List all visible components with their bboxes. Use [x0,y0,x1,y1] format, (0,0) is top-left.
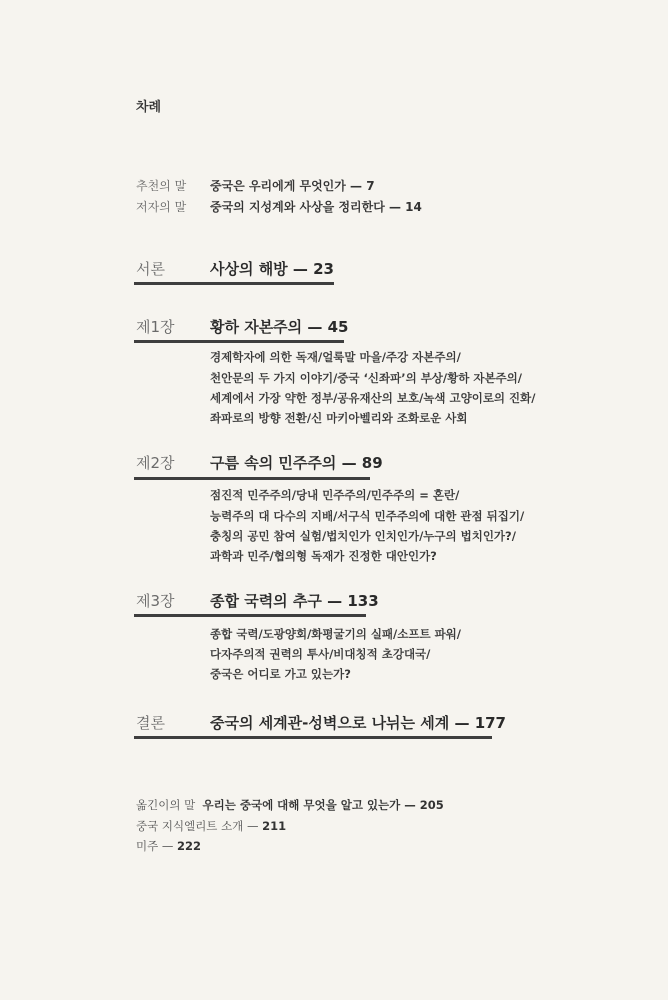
back-item-label: 옮긴이의 말 [136,798,196,812]
back-item-text: 우리는 중국에 대해 무엇을 알고 있는가 — 205 [202,798,444,812]
part-label: 제1장 [136,318,175,336]
part-title[interactable]: 사상의 해방 — 23 [210,260,334,278]
front-item-label: 저자의 말 [136,200,187,214]
part-underline [134,614,366,617]
part-underline [134,282,334,285]
part-title[interactable]: 구름 속의 민주주의 — 89 [210,454,383,472]
back-item-text: 211 [262,819,287,833]
part-underline [134,736,492,739]
section-line[interactable]: 능력주의 대 다수의 지배/서구식 민주주의에 대한 관점 뒤집기/ [210,509,525,523]
section-line[interactable]: 경제학자에 의한 독재/얼룩말 마을/주강 자본주의/ [210,350,461,364]
section-line[interactable]: 종합 국력/도광양회/화평굴기의 실패/소프트 파워/ [210,627,461,641]
section-line[interactable]: 세계에서 가장 약한 정부/공유재산의 보호/녹색 고양이로의 진화/ [210,391,536,405]
back-matter-item[interactable] [136,797,444,813]
section-line[interactable]: 충칭의 공민 참여 실험/법치인가 인치인가/누구의 법치인가?/ [210,529,516,543]
part-title[interactable]: 중국의 세계관-성벽으로 나뉘는 세계 — 177 [210,714,506,732]
part-label: 결론 [136,714,165,732]
section-line[interactable]: 점진적 민주주의/당내 민주주의/민주주의 = 혼란/ [210,488,460,502]
back-item-label: 미주 — [136,839,174,853]
part-underline [134,477,370,480]
back-matter-item[interactable] [136,818,286,834]
toc-title: 차례 [136,100,162,115]
part-label: 서론 [136,260,165,278]
front-item-text[interactable]: 중국의 지성계와 사상을 정리한다 — 14 [210,200,422,214]
part-underline [134,340,344,343]
part-title[interactable]: 황하 자본주의 — 45 [210,318,349,336]
front-item-label: 추천의 말 [136,179,187,193]
back-matter-item[interactable] [136,838,201,854]
section-line[interactable]: 다자주의적 권력의 투사/비대칭적 초강대국/ [210,647,431,661]
part-label: 제3장 [136,592,175,610]
section-line[interactable]: 좌파로의 방향 전환/신 마키아벨리와 조화로운 사회 [210,411,468,425]
section-line[interactable]: 과학과 민주/협의형 독재가 진정한 대안인가? [210,549,437,563]
back-item-text: 222 [177,839,202,853]
section-line[interactable]: 중국은 어디로 가고 있는가? [210,667,351,681]
front-item-text[interactable]: 중국은 우리에게 무엇인가 — 7 [210,179,375,193]
section-line[interactable]: 천안문의 두 가지 이야기/중국 ‘신좌파’의 부상/황하 자본주의/ [210,371,522,385]
back-item-label: 중국 지식엘리트 소개 — [136,819,259,833]
part-title[interactable]: 종합 국력의 추구 — 133 [210,592,379,610]
part-label: 제2장 [136,454,175,472]
